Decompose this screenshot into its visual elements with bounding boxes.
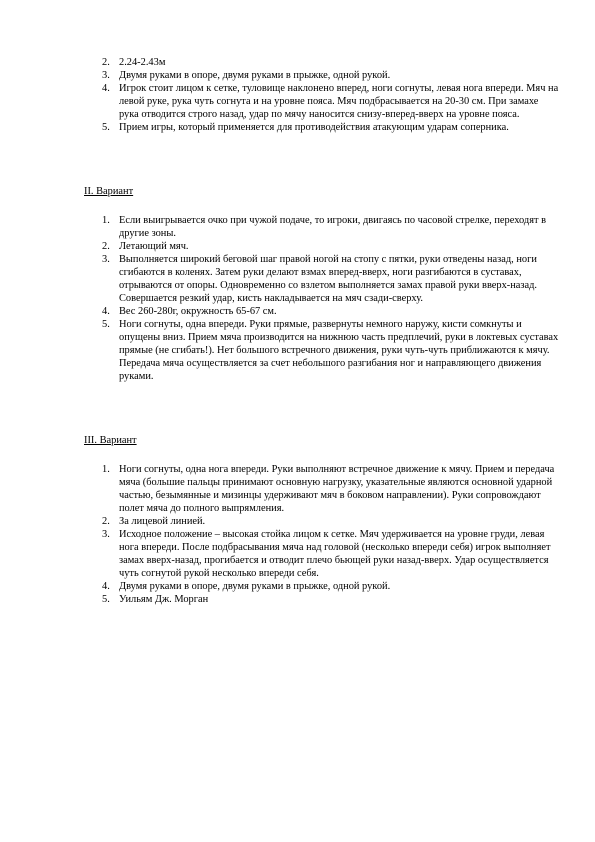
- item-text: Двумя руками в опоре, двумя руками в прыжке, одной рукой.: [119, 581, 391, 592]
- variant3-heading: III. Вариант: [84, 435, 137, 446]
- item-number: 5.: [102, 594, 110, 605]
- item-number: 4.: [102, 581, 110, 592]
- item-text: Летающий мяч.: [119, 241, 189, 252]
- item-number: 3.: [102, 70, 110, 81]
- answer-item: [100, 56, 560, 69]
- item-text: 2.24-2.43м: [119, 57, 166, 68]
- item-text: Исходное положение – высокая стойка лицом к сетке. Мяч удерживается на уровне груди, левая нога впереди. После подбрасывания мяча над головой (несколько впереди себя) игрок выполняет замах вверх-назад, прогибается и отводит плечо бьющей руки назад-вверх. Удар осуществляется чуть согнутой рукой несколько впереди себя.: [119, 529, 551, 579]
- item-text: Ноги согнуты, одна впереди. Руки прямые, развернуты немного наружу, кисти сомкнуты и опущены вниз. Прием мяча производится на нижнюю часть предплечий, руки в локтевых суставах прямые (не сгибать!). Нет большого встречного движения, руки чуть-чуть приближаются к мячу. Передача мяча осуществляется за счет небольшого разгибания ног и направляющего движения руками.: [119, 319, 559, 382]
- item-number: 4.: [102, 306, 110, 317]
- item-number: 2.: [102, 516, 110, 527]
- variant2-heading: II. Вариант: [84, 186, 134, 197]
- item-text: Если выигрывается очко при чужой подаче, то игроки, двигаясь по часовой стрелке, переходят в другие зоны.: [119, 215, 547, 239]
- item-number: 1.: [102, 464, 110, 475]
- answer-item: [100, 463, 560, 515]
- answer-item: [100, 253, 560, 305]
- answer-item: [100, 593, 560, 606]
- item-text: Игрок стоит лицом к сетке, туловище наклонено вперед, ноги согнуты, левая нога впереди. Мяч на левой руке, рука чуть согнута и на уровне пояса. Мяч подбрасывается на 20-30 см. При замахе рука отводится строго назад, удар по мячу наносится снизу-вперед-вверх на уровне пояса.: [119, 83, 559, 120]
- item-text: Прием игры, который применяется для противодействия атакующим ударам соперника.: [119, 122, 509, 133]
- item-number: 2.: [102, 241, 110, 252]
- variant3-answer-list: [100, 463, 560, 606]
- item-text: Двумя руками в опоре, двумя руками в прыжке, одной рукой.: [119, 70, 391, 81]
- item-number: 5.: [102, 319, 110, 330]
- variant1-answer-list: [100, 56, 560, 134]
- item-text: Вес 260-280г, окружность 65-67 см.: [119, 306, 277, 317]
- answer-item: [100, 318, 560, 383]
- answer-item: [100, 121, 560, 134]
- item-number: 4.: [102, 83, 110, 94]
- answer-item: [100, 528, 560, 580]
- answer-item: [100, 69, 560, 82]
- item-number: 5.: [102, 122, 110, 133]
- item-number: 1.: [102, 215, 110, 226]
- answer-item: [100, 240, 560, 253]
- item-number: 2.: [102, 57, 110, 68]
- answer-item: [100, 82, 560, 121]
- variant2-answer-list: [100, 214, 560, 383]
- item-number: 3.: [102, 254, 110, 265]
- item-number: 3.: [102, 529, 110, 540]
- item-text: Уильям Дж. Морган: [119, 594, 209, 605]
- item-text: За лицевой линией.: [119, 516, 206, 527]
- item-text: Выполняется широкий беговой шаг правой ногой на стопу с пятки, руки отведены назад, ноги сгибаются в коленях. Затем руки делают взмах вперед-вверх, ноги разгибаются в суставах, отрываются от опоры. Одновременно со взлетом выполняется замах правой руки вверх-назад. Совершается резкий удар, кисть накладывается на мяч сзади-сверху.: [119, 254, 538, 304]
- answer-item: [100, 580, 560, 593]
- answer-item: [100, 515, 560, 528]
- answer-item: [100, 214, 560, 240]
- item-text: Ноги согнуты, одна нога впереди. Руки выполняют встречное движение к мячу. Прием и передача мяча (большие пальцы принимают основную нагрузку, указательные являются основной ударной частью, безымянные и мизинцы удерживают мяч в боковом направлении). Руки сопровождают полет мяча до полного выпрямления.: [119, 464, 555, 514]
- answer-item: [100, 305, 560, 318]
